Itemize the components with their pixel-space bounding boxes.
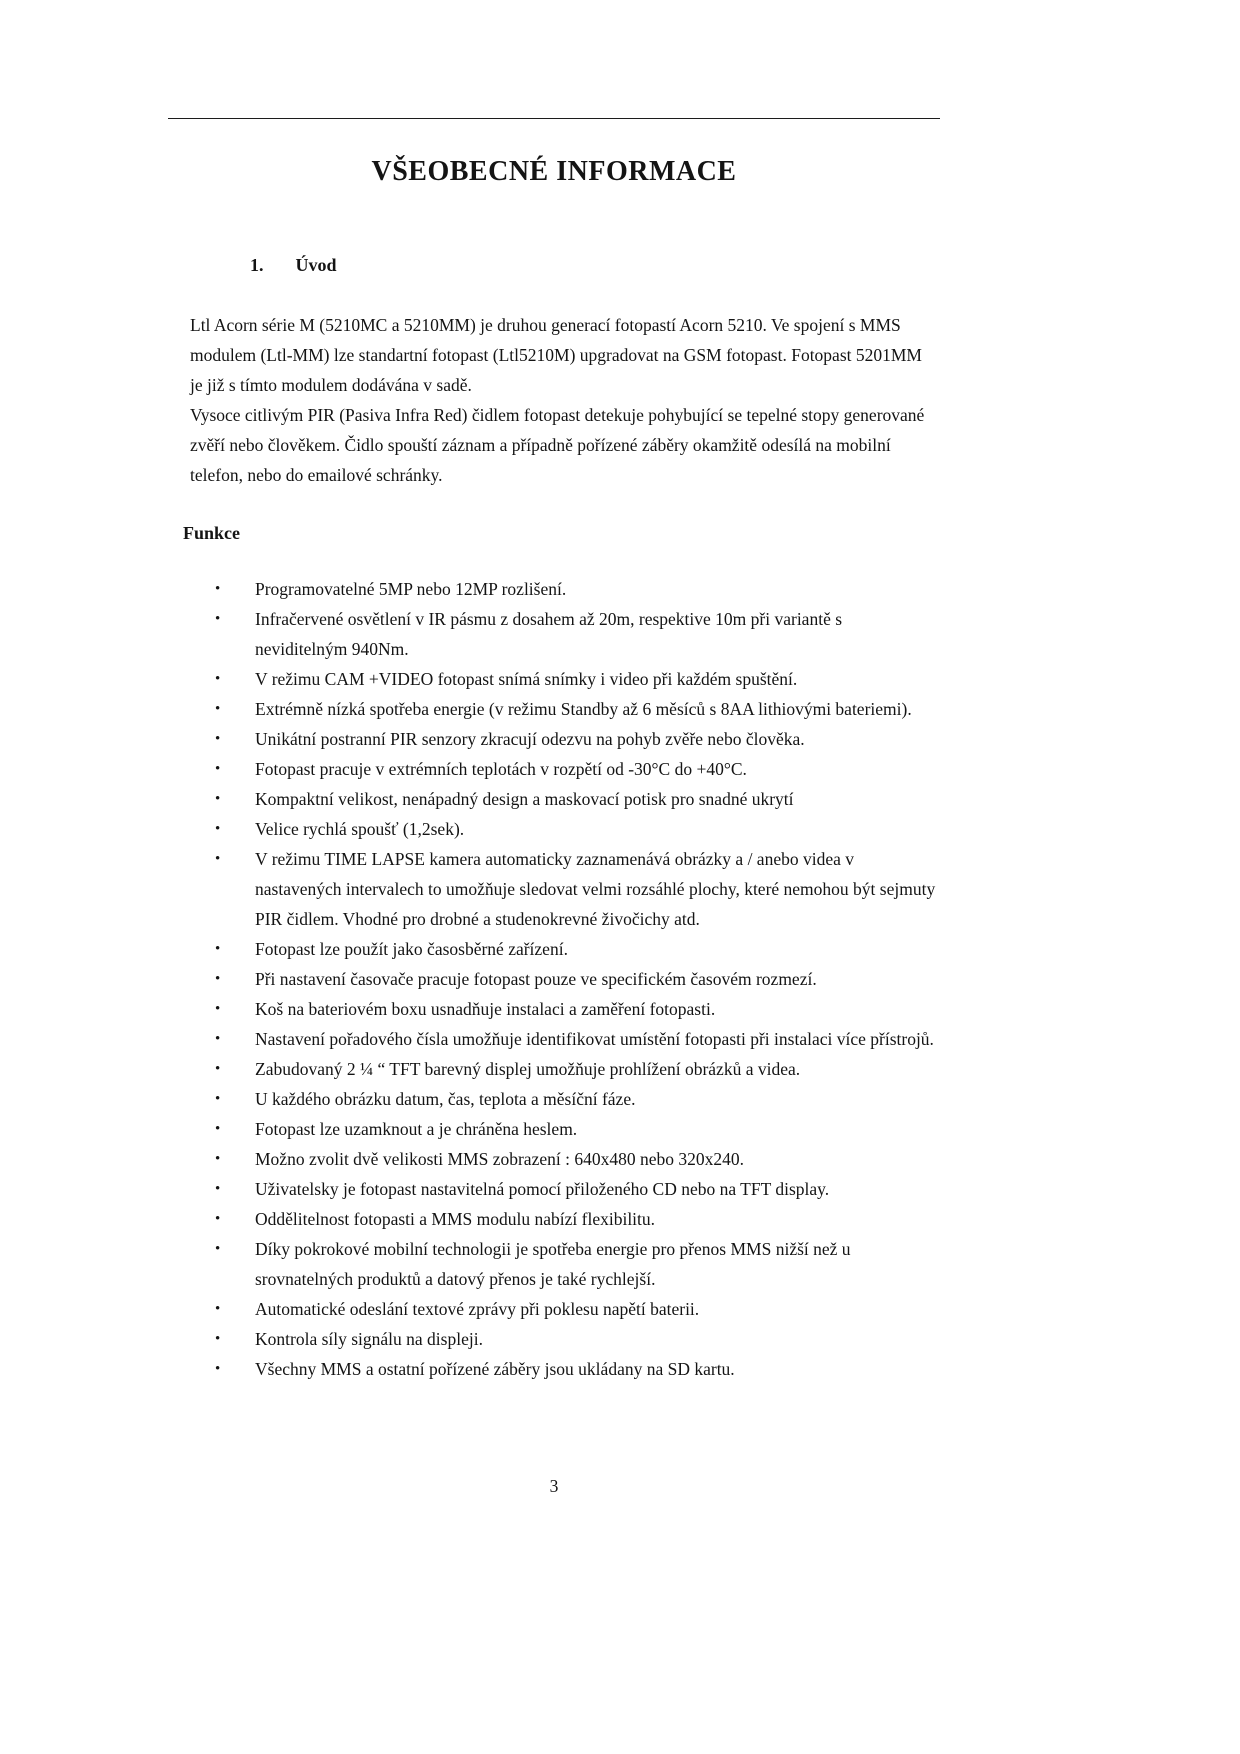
feature-item [168, 1054, 940, 1084]
feature-item [168, 934, 940, 964]
page-number: 3 [549, 1476, 559, 1496]
feature-text: Velice rychlá spoušť (1,2sek). [255, 818, 465, 839]
feature-item [168, 844, 940, 934]
intro-paragraph-2: Vysoce citlivým PIR (Pasiva Infra Red) čidlem fotopast detekuje pohybující se tepelné stopy generované zvěří nebo člověkem. Čidlo spouští záznam a případně pořízené záběry okamžitě odesílá na mobilní telefon, nebo do emailové schránky. [190, 404, 925, 485]
page-content [168, 118, 940, 1384]
bullet-icon: • [215, 760, 221, 777]
feature-item [168, 604, 940, 664]
feature-item [168, 1024, 940, 1054]
feature-text: V režimu CAM +VIDEO fotopast snímá snímky i video při každém spuštění. [255, 668, 798, 689]
feature-text: Infračervené osvětlení v IR pásmu z dosahem až 20m, respektive 10m při variantě s neviditelným 940Nm. [255, 608, 843, 659]
feature-text: Možno zvolit dvě velikosti MMS zobrazení : 640x480 nebo 320x240. [255, 1148, 744, 1169]
bullet-icon: • [215, 1000, 221, 1017]
feature-text: Nastavení pořadového čísla umožňuje identifikovat umístění fotopasti při instalaci více přístrojů. [255, 1028, 934, 1049]
bullet-icon: • [215, 730, 221, 747]
bullet-icon: • [215, 670, 221, 687]
feature-text: Oddělitelnost fotopasti a MMS modulu nabízí flexibilitu. [255, 1208, 656, 1229]
feature-text: Fotopast pracuje v extrémních teplotách v rozpětí od -30°C do +40°C. [255, 758, 747, 779]
feature-item [168, 694, 940, 724]
feature-text: Zabudovaný 2 ¼ “ TFT barevný displej umožňuje prohlížení obrázků a videa. [255, 1058, 801, 1079]
features-heading: Funkce [183, 522, 241, 543]
bullet-icon: • [215, 1300, 221, 1317]
feature-item [168, 1084, 940, 1114]
feature-item [168, 574, 940, 604]
feature-text: Díky pokrokové mobilní technologii je spotřeba energie pro přenos MMS nižší než u srovnatelných produktů a datový přenos je také rychlejší. [255, 1238, 851, 1289]
feature-text: Při nastavení časovače pracuje fotopast pouze ve specifickém časovém rozmezí. [255, 968, 817, 989]
section-title: Úvod [295, 254, 337, 275]
feature-text: Kontrola síly signálu na displeji. [255, 1328, 483, 1349]
intro-paragraph-1: Ltl Acorn série M (5210MC a 5210MM) je druhou generací fotopastí Acorn 5210. Ve spojení s MMS modulem (Ltl-MM) lze standartní fotopast (Ltl5210M) upgradovat na GSM fotopast. Fotopast 5201MM je již s tímto modulem dodávána v sadě. [190, 314, 922, 395]
feature-text: Unikátní postranní PIR senzory zkracují odezvu na pohyb zvěře nebo člověka. [255, 728, 805, 749]
bullet-icon: • [215, 580, 221, 597]
bullet-icon: • [215, 1120, 221, 1137]
bullet-icon: • [215, 1150, 221, 1167]
feature-item [168, 1234, 940, 1294]
bullet-icon: • [215, 970, 221, 987]
bullet-icon: • [215, 700, 221, 717]
feature-text: Všechny MMS a ostatní pořízené záběry jsou ukládany na SD kartu. [255, 1358, 735, 1379]
feature-item [168, 754, 940, 784]
feature-item [168, 784, 940, 814]
feature-item [168, 964, 940, 994]
top-divider [168, 118, 940, 119]
feature-text: Fotopast lze použít jako časosběrné zařízení. [255, 938, 568, 959]
feature-item [168, 994, 940, 1024]
feature-item [168, 1354, 940, 1384]
bullet-icon: • [215, 1360, 221, 1377]
bullet-icon: • [215, 790, 221, 807]
feature-item [168, 1144, 940, 1174]
bullet-icon: • [215, 610, 221, 627]
feature-item [168, 664, 940, 694]
bullet-icon: • [215, 1180, 221, 1197]
feature-item [168, 814, 940, 844]
features-list [168, 574, 940, 1384]
bullet-icon: • [215, 940, 221, 957]
bullet-icon: • [215, 1060, 221, 1077]
feature-text: Koš na bateriovém boxu usnadňuje instalaci a zaměření fotopasti. [255, 998, 716, 1019]
bullet-icon: • [215, 820, 221, 837]
feature-text: Programovatelné 5MP nebo 12MP rozlišení. [255, 578, 567, 599]
feature-text: V režimu TIME LAPSE kamera automaticky zaznamenává obrázky a / anebo videa v nastavených intervalech to umožňuje sledovat velmi rozsáhlé plochy, které nemohou být sejmuty PIR čidlem. Vhodné pro drobné a studenokrevné živočichy atd. [255, 848, 936, 929]
feature-item [168, 1204, 940, 1234]
bullet-icon: • [215, 1210, 221, 1227]
feature-item [168, 1114, 940, 1144]
feature-text: Kompaktní velikost, nenápadný design a maskovací potisk pro snadné ukrytí [255, 788, 794, 809]
feature-text: Fotopast lze uzamknout a je chráněna heslem. [255, 1118, 578, 1139]
feature-text: Extrémně nízká spotřeba energie (v režimu Standby až 6 měsíců s 8AA lithiovými bateriemi). [255, 698, 912, 719]
feature-item [168, 1174, 940, 1204]
feature-item [168, 724, 940, 754]
feature-text: U každého obrázku datum, čas, teplota a měsíční fáze. [255, 1088, 636, 1109]
bullet-icon: • [215, 1330, 221, 1347]
bullet-icon: • [215, 1240, 221, 1257]
feature-text: Automatické odeslání textové zprávy při poklesu napětí baterii. [255, 1298, 700, 1319]
feature-text: Uživatelsky je fotopast nastavitelná pomocí přiloženého CD nebo na TFT display. [255, 1178, 830, 1199]
feature-item [168, 1324, 940, 1354]
section-heading [250, 255, 940, 276]
feature-item [168, 1294, 940, 1324]
bullet-icon: • [215, 1030, 221, 1047]
page-title: VŠEOBECNÉ INFORMACE [371, 156, 737, 187]
bullet-icon: • [215, 1090, 221, 1107]
bullet-icon: • [215, 850, 221, 867]
section-number: 1. [250, 254, 264, 275]
